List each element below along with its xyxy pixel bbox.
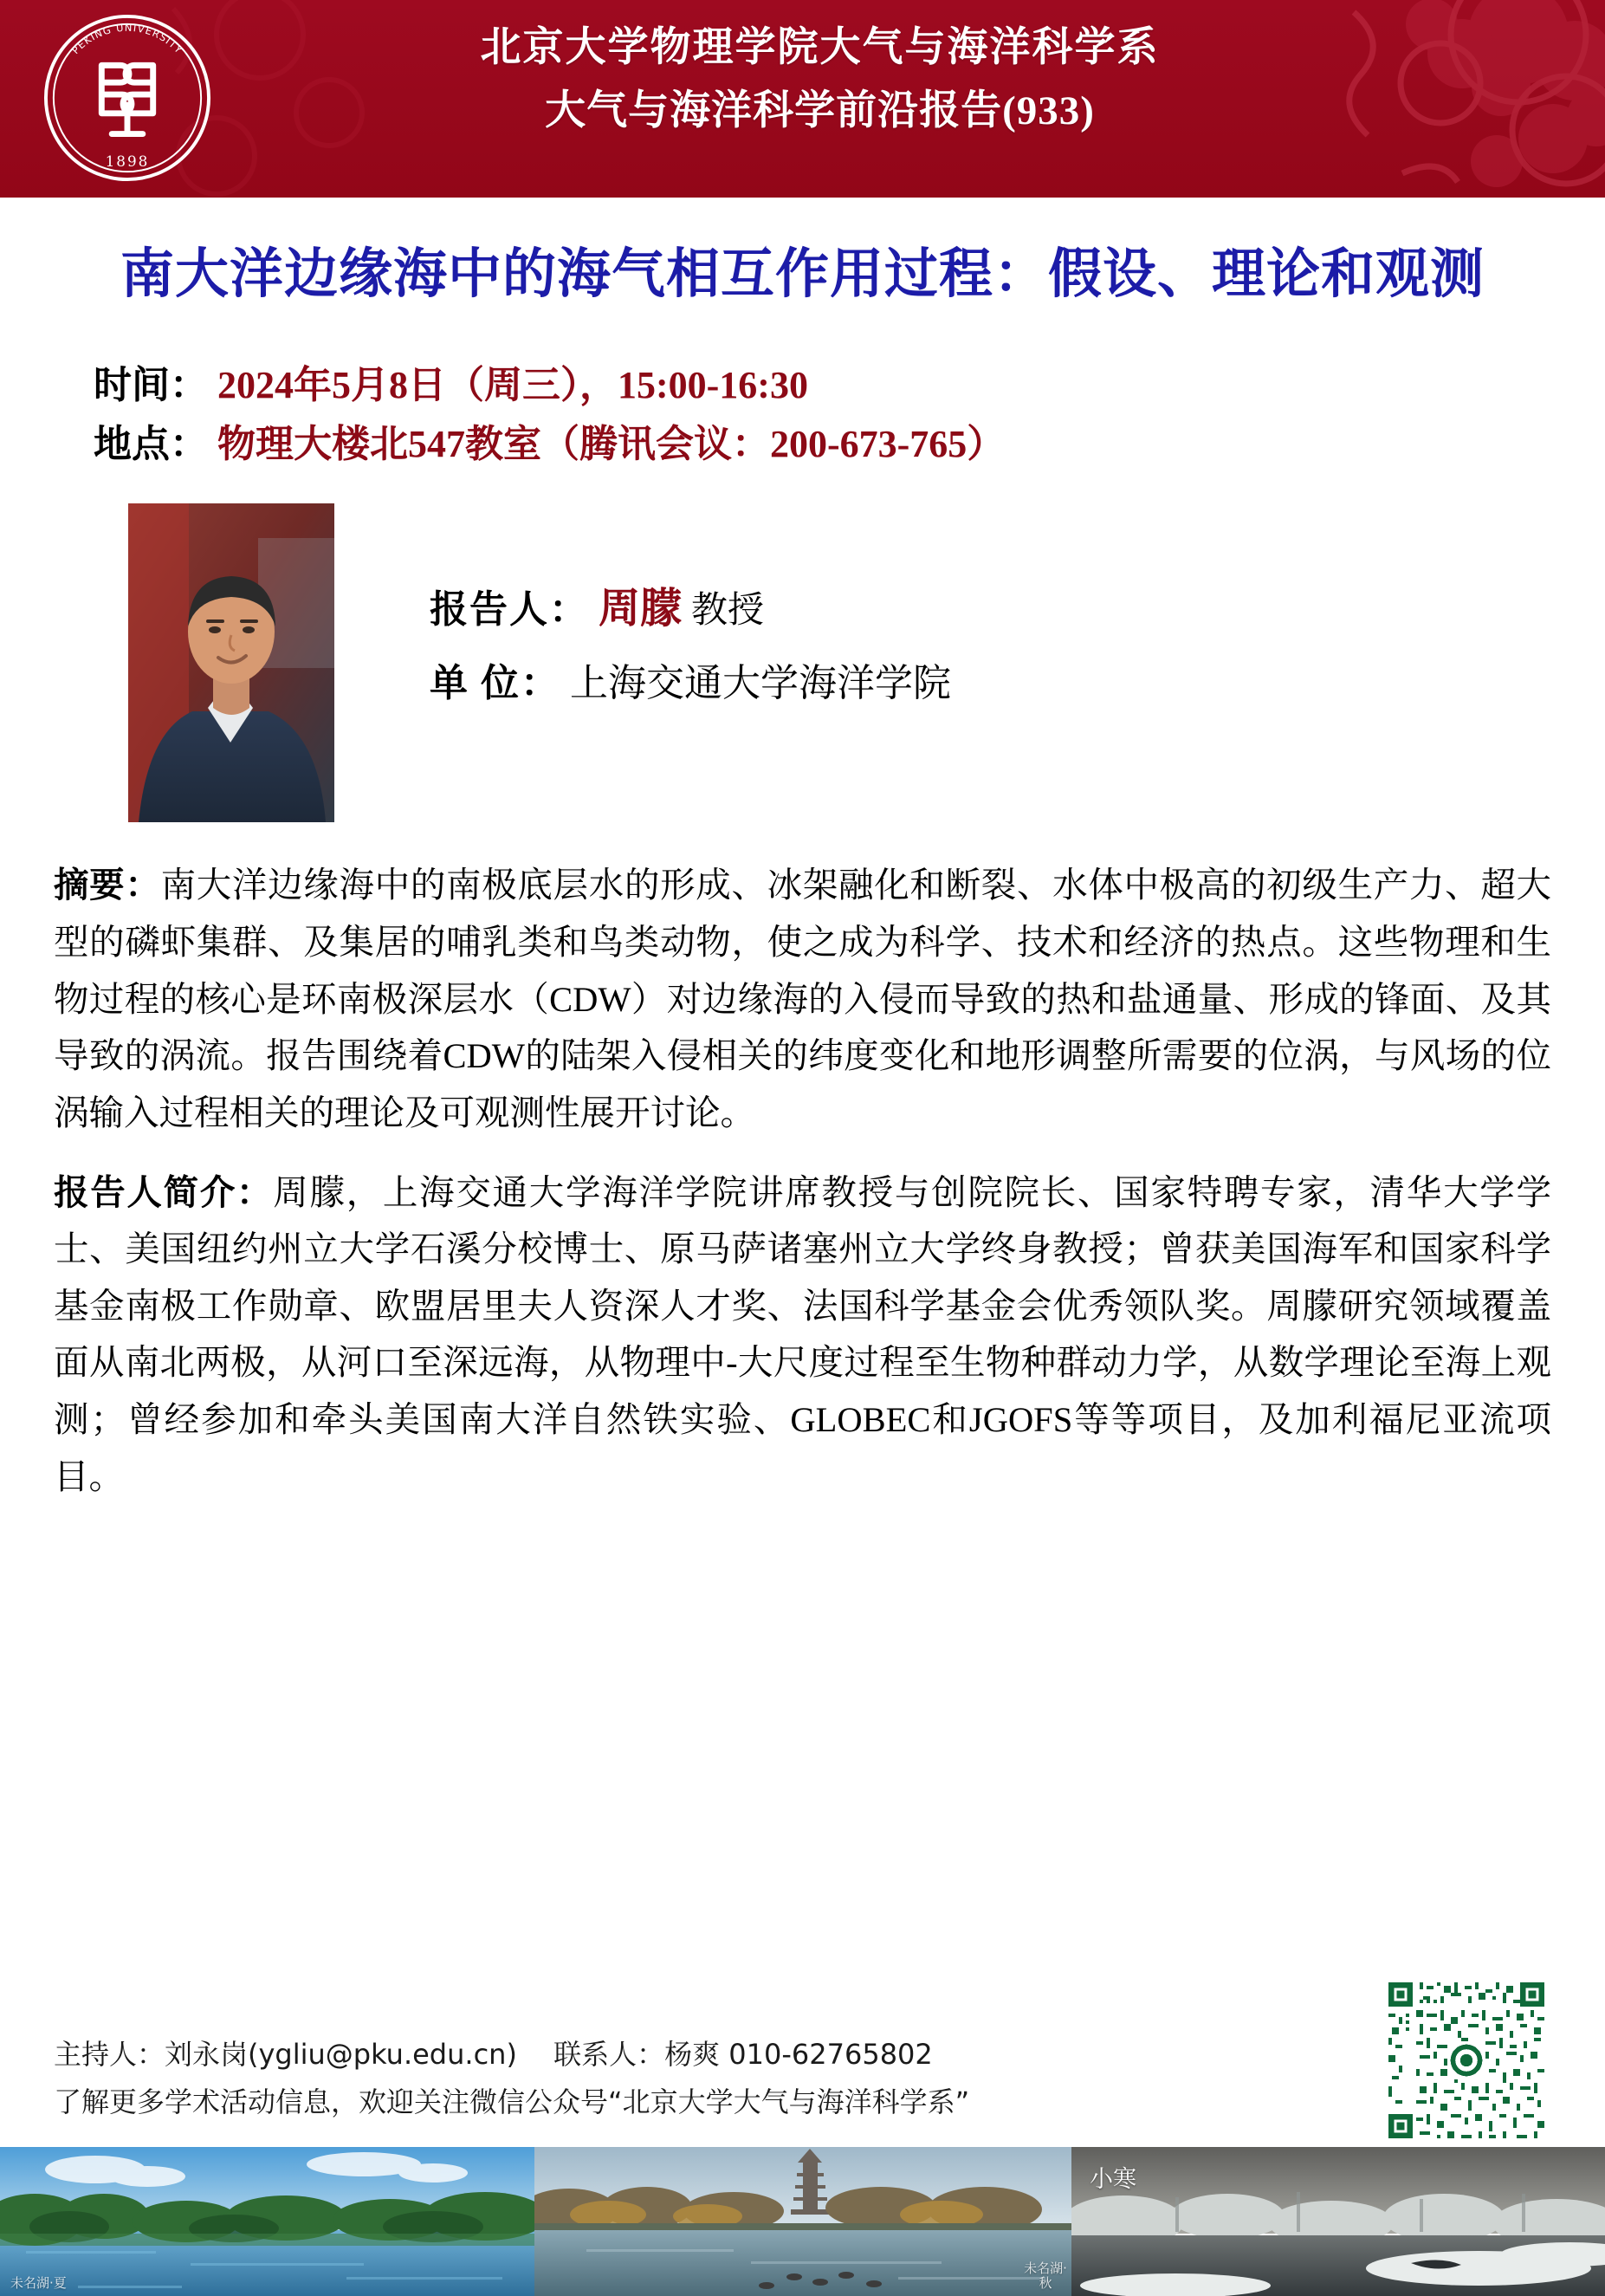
speaker-photo-icon <box>128 503 334 822</box>
header-department-line: 北京大学物理学院大气与海洋科学系 <box>480 25 1160 70</box>
header-series-line: 大气与海洋科学前沿报告(933) <box>545 88 1095 133</box>
photo-caption-autumn: 未名湖·秋 <box>1024 2260 1067 2291</box>
poster-header <box>0 0 1605 198</box>
abstract-text: 南大洋边缘海中的南极底层水的形成、冰架融化和断裂、水体中极高的初级生产力、超大型的磷虾集群、及集居的哺乳类和鸟类动物，使之成为科学、技术和经济的热点。这些物理和生物过程的核心是环南极深层水（CDW）对边缘海的入侵而导致的热和盐通量、形成的锋面、及其导致的涡流。报告围绕着CDW的陆架入侵相关的纬度变化和地形调整所需要的位涡，与风场的位涡输入过程相关的理论及可观测性展开讨论。 <box>54 866 1552 1132</box>
event-info <box>94 356 1605 474</box>
speaker-label: 报告人： <box>430 588 589 632</box>
campus-photo-strip <box>0 2147 1605 2296</box>
speaker-details <box>430 503 951 718</box>
contact-host-line: 主持人：刘永岗(ygliu@pku.edu.cn) 联系人：杨爽 010-62765802 <box>54 2037 933 2071</box>
wechat-qr-code[interactable] <box>1385 1979 1548 2142</box>
page-title: 南大洋边缘海中的海气相互作用过程：假设、理论和观测 <box>120 245 1485 304</box>
abstract-label: 摘要： <box>54 866 161 905</box>
event-time-row <box>94 356 1605 415</box>
event-place-label: 地点： <box>94 423 208 466</box>
contact-wechat-line: 了解更多学术活动信息，欢迎关注微信公众号“北京大学大气与海洋科学系” <box>54 2085 970 2118</box>
campus-photo-autumn <box>534 2147 1071 2296</box>
qr-code-icon <box>1385 1979 1548 2142</box>
affiliation-value: 上海交通大学海洋学院 <box>570 662 951 705</box>
event-time-label: 时间： <box>94 364 208 407</box>
event-place-value: 物理大楼北547教室（腾讯会议：200-673-765） <box>217 423 1006 466</box>
bio-paragraph <box>54 1164 1551 1506</box>
contact-info <box>54 2031 1336 2126</box>
speaker-affiliation-row <box>430 648 951 718</box>
bio-label: 报告人简介： <box>54 1172 274 1212</box>
header-title-group <box>260 23 1380 137</box>
winter-lake-photo-icon <box>1071 2147 1605 2296</box>
photo-caption-winter: 小寒 <box>1090 2166 1136 2193</box>
speaker-section <box>0 503 1605 822</box>
speaker-name: 周朦 <box>599 586 683 632</box>
svg-text:PEKING UNIVERSITY: PEKING UNIVERSITY <box>69 21 185 57</box>
speaker-rank: 教授 <box>691 591 765 632</box>
svg-text:1898: 1898 <box>105 152 150 171</box>
photo-caption-summer: 未名湖·夏 <box>10 2274 67 2291</box>
autumn-lake-photo-icon <box>534 2147 1071 2296</box>
speaker-portrait <box>128 503 334 822</box>
speaker-name-row <box>430 571 951 648</box>
poster-body <box>54 857 1551 1505</box>
bio-text: 周朦，上海交通大学海洋学院讲席教授与创院院长、国家特聘专家，清华大学学士、美国纽约州立大学石溪分校博士、原马萨诸塞州立大学终身教授；曾获美国海军和国家科学基金南极工作勋章、欧盟居里夫人资深人才奖、法国科学基金会优秀领队奖。周朦研究领域覆盖面从南北两极，从河口至深远海，从物理中-大尺度过程至生物种群动力学，从数学理论至海上观测；曾经参加和牵头美国南大洋自然铁实验、GLOBEC和JGOFS等等项目，及加利福尼亚流项目。 <box>54 1172 1552 1496</box>
event-time-value: 2024年5月8日（周三），15:00-16:30 <box>217 364 808 407</box>
pku-seal-logo-icon <box>42 12 213 184</box>
affiliation-label: 单 位： <box>430 662 560 705</box>
abstract-paragraph <box>54 857 1551 1141</box>
campus-photo-winter <box>1071 2147 1605 2296</box>
campus-photo-summer <box>0 2147 534 2296</box>
summer-lake-photo-icon <box>0 2147 534 2296</box>
event-place-row <box>94 415 1605 474</box>
